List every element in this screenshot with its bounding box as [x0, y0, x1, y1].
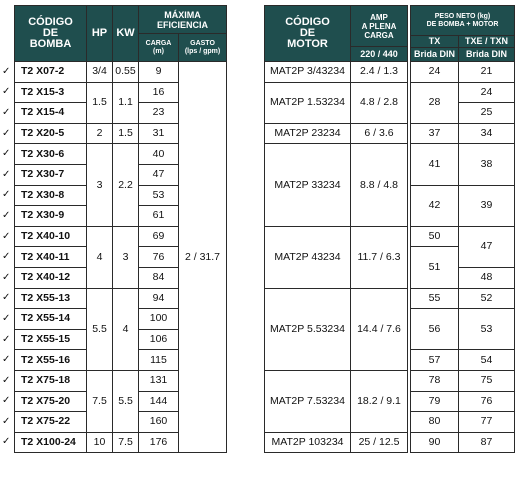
amp-cell: 6 / 3.6: [351, 123, 408, 144]
motor-code-cell: MAT2P 23234: [265, 123, 351, 144]
check-mark-icon: ✓: [2, 292, 11, 304]
check-mark-icon: ✓: [2, 415, 11, 427]
check-mark-icon: ✓: [2, 148, 11, 160]
check-mark-icon: ✓: [2, 436, 11, 448]
weight-txe-cell: 48: [459, 267, 515, 288]
carga-cell: 160: [139, 412, 179, 433]
weight-tx-cell: 37: [411, 123, 459, 144]
weight-tx-cell: 90: [411, 432, 459, 453]
carga-cell: 76: [139, 247, 179, 268]
check-mark-icon: ✓: [2, 333, 11, 345]
amp-cell: 8.8 / 4.8: [351, 144, 408, 226]
amp-cell: 25 / 12.5: [351, 432, 408, 453]
weight-tx-cell: 80: [411, 412, 459, 433]
hp-cell: 5.5: [87, 288, 113, 370]
weight-txe-cell: 38: [459, 144, 515, 185]
motor-code-cell: MAT2P 3/43234: [265, 62, 351, 83]
check-mark-icon: ✓: [2, 312, 11, 324]
carga-cell: 47: [139, 164, 179, 185]
check-mark-icon: ✓: [2, 395, 11, 407]
pump-code-cell: T2 X15-3: [15, 82, 87, 103]
carga-cell: 31: [139, 123, 179, 144]
weight-txe-cell: 47: [459, 226, 515, 267]
carga-cell: 9: [139, 62, 179, 83]
hp-cell: 3: [87, 144, 113, 226]
kw-cell: 7.5: [113, 432, 139, 453]
motor-code-cell: MAT2P 33234: [265, 144, 351, 226]
weight-tx-cell: 28: [411, 82, 459, 123]
weight-tx-cell: 41: [411, 144, 459, 185]
header-tx: TX: [411, 36, 459, 48]
carga-cell: 40: [139, 144, 179, 165]
pump-code-cell: T2 X20-5: [15, 123, 87, 144]
pump-code-cell: T2 X75-20: [15, 391, 87, 412]
check-mark-icon: ✓: [2, 271, 11, 283]
amp-cell: 18.2 / 9.1: [351, 370, 408, 432]
amp-cell: 11.7 / 6.3: [351, 226, 408, 288]
check-mark-icon: ✓: [2, 354, 11, 366]
weight-tx-cell: 24: [411, 62, 459, 83]
kw-cell: 3: [113, 226, 139, 288]
check-mark-icon: ✓: [2, 106, 11, 118]
weight-txe-cell: 21: [459, 62, 515, 83]
weight-txe-cell: 54: [459, 350, 515, 371]
weight-tx-cell: 42: [411, 185, 459, 226]
weight-tx-cell: 51: [411, 247, 459, 288]
carga-cell: 61: [139, 206, 179, 227]
check-mark-icon: ✓: [2, 189, 11, 201]
pump-code-cell: T2 X75-18: [15, 370, 87, 391]
hp-cell: 1.5: [87, 82, 113, 123]
header-txe-txn: TXE / TXN: [459, 36, 515, 48]
motor-code-cell: MAT2P 103234: [265, 432, 351, 453]
header-max-efficiency: MÁXIMA EFICIENCIA: [139, 6, 227, 34]
weight-tx-cell: 78: [411, 370, 459, 391]
kw-cell: 4: [113, 288, 139, 370]
carga-cell: 23: [139, 103, 179, 124]
pump-code-cell: T2 X30-6: [15, 144, 87, 165]
weight-txe-cell: 75: [459, 370, 515, 391]
motor-code-cell: MAT2P 43234: [265, 226, 351, 288]
weight-table: [410, 5, 515, 453]
pump-code-cell: T2 X100-24: [15, 432, 87, 453]
weight-tx-cell: 79: [411, 391, 459, 412]
header-brida-din-txe: Brida DIN: [459, 48, 515, 62]
weight-tx-cell: 56: [411, 309, 459, 350]
carga-cell: 94: [139, 288, 179, 309]
pump-code-cell: T2 X15-4: [15, 103, 87, 124]
pump-code-cell: T2 X55-15: [15, 329, 87, 350]
amp-cell: 2.4 / 1.3: [351, 62, 408, 83]
check-mark-icon: ✓: [2, 127, 11, 139]
pump-code-cell: T2 X30-9: [15, 206, 87, 227]
weight-txe-cell: 76: [459, 391, 515, 412]
header-kw: KW: [113, 6, 139, 62]
header-voltage: 220 / 440: [351, 47, 408, 62]
weight-txe-cell: 87: [459, 432, 515, 453]
kw-cell: 2.2: [113, 144, 139, 226]
weight-txe-cell: 24: [459, 82, 515, 103]
carga-cell: 115: [139, 350, 179, 371]
carga-cell: 53: [139, 185, 179, 206]
motor-code-cell: MAT2P 7.53234: [265, 370, 351, 432]
carga-cell: 100: [139, 309, 179, 330]
weight-txe-cell: 52: [459, 288, 515, 309]
pump-code-cell: T2 X40-11: [15, 247, 87, 268]
weight-txe-cell: 39: [459, 185, 515, 226]
kw-cell: 5.5: [113, 370, 139, 432]
header-gasto: GASTO (lps / gpm): [179, 34, 227, 62]
check-mark-icon: ✓: [2, 86, 11, 98]
kw-cell: 1.1: [113, 82, 139, 123]
pump-code-cell: T2 X55-16: [15, 350, 87, 371]
gasto-cell: 2 / 31.7: [179, 62, 227, 453]
pump-table: [14, 5, 227, 453]
motor-code-cell: MAT2P 5.53234: [265, 288, 351, 370]
weight-txe-cell: 25: [459, 103, 515, 124]
pump-code-cell: T2 X40-12: [15, 267, 87, 288]
weight-txe-cell: 53: [459, 309, 515, 350]
motor-code-cell: MAT2P 1.53234: [265, 82, 351, 123]
kw-cell: 0.55: [113, 62, 139, 83]
hp-cell: 10: [87, 432, 113, 453]
carga-cell: 144: [139, 391, 179, 412]
check-mark-icon: ✓: [2, 209, 11, 221]
carga-cell: 131: [139, 370, 179, 391]
carga-cell: 16: [139, 82, 179, 103]
weight-tx-cell: 57: [411, 350, 459, 371]
carga-cell: 106: [139, 329, 179, 350]
pump-code-cell: T2 X30-7: [15, 164, 87, 185]
kw-cell: 1.5: [113, 123, 139, 144]
header-motor-code: CÓDIGO DE MOTOR: [265, 6, 351, 62]
check-mark-icon: ✓: [2, 374, 11, 386]
pump-code-cell: T2 X30-8: [15, 185, 87, 206]
check-mark-icon: ✓: [2, 230, 11, 242]
pump-code-cell: T2 X40-10: [15, 226, 87, 247]
check-mark-icon: ✓: [2, 251, 11, 263]
weight-txe-cell: 77: [459, 412, 515, 433]
weight-tx-cell: 55: [411, 288, 459, 309]
header-hp: HP: [87, 6, 113, 62]
hp-cell: 3/4: [87, 62, 113, 83]
pump-code-cell: T2 X55-14: [15, 309, 87, 330]
hp-cell: 4: [87, 226, 113, 288]
header-amp: AMP A PLENA CARGA: [351, 6, 408, 47]
header-carga: CARGA (m): [139, 34, 179, 62]
hp-cell: 7.5: [87, 370, 113, 432]
weight-tx-cell: 50: [411, 226, 459, 247]
carga-cell: 176: [139, 432, 179, 453]
amp-cell: 14.4 / 7.6: [351, 288, 408, 370]
carga-cell: 84: [139, 267, 179, 288]
amp-cell: 4.8 / 2.8: [351, 82, 408, 123]
header-brida-din-tx: Brida DIN: [411, 48, 459, 62]
pump-code-cell: T2 X75-22: [15, 412, 87, 433]
pump-code-cell: T2 X07-2: [15, 62, 87, 83]
weight-txe-cell: 34: [459, 123, 515, 144]
motor-table: [264, 5, 408, 453]
carga-cell: 69: [139, 226, 179, 247]
check-mark-icon: ✓: [2, 168, 11, 180]
header-net-weight: PESO NETO (kg) DE BOMBA + MOTOR: [411, 6, 515, 36]
check-mark-icon: ✓: [2, 65, 11, 77]
hp-cell: 2: [87, 123, 113, 144]
header-pump-code: CÓDIGO DE BOMBA: [15, 6, 87, 62]
pump-code-cell: T2 X55-13: [15, 288, 87, 309]
